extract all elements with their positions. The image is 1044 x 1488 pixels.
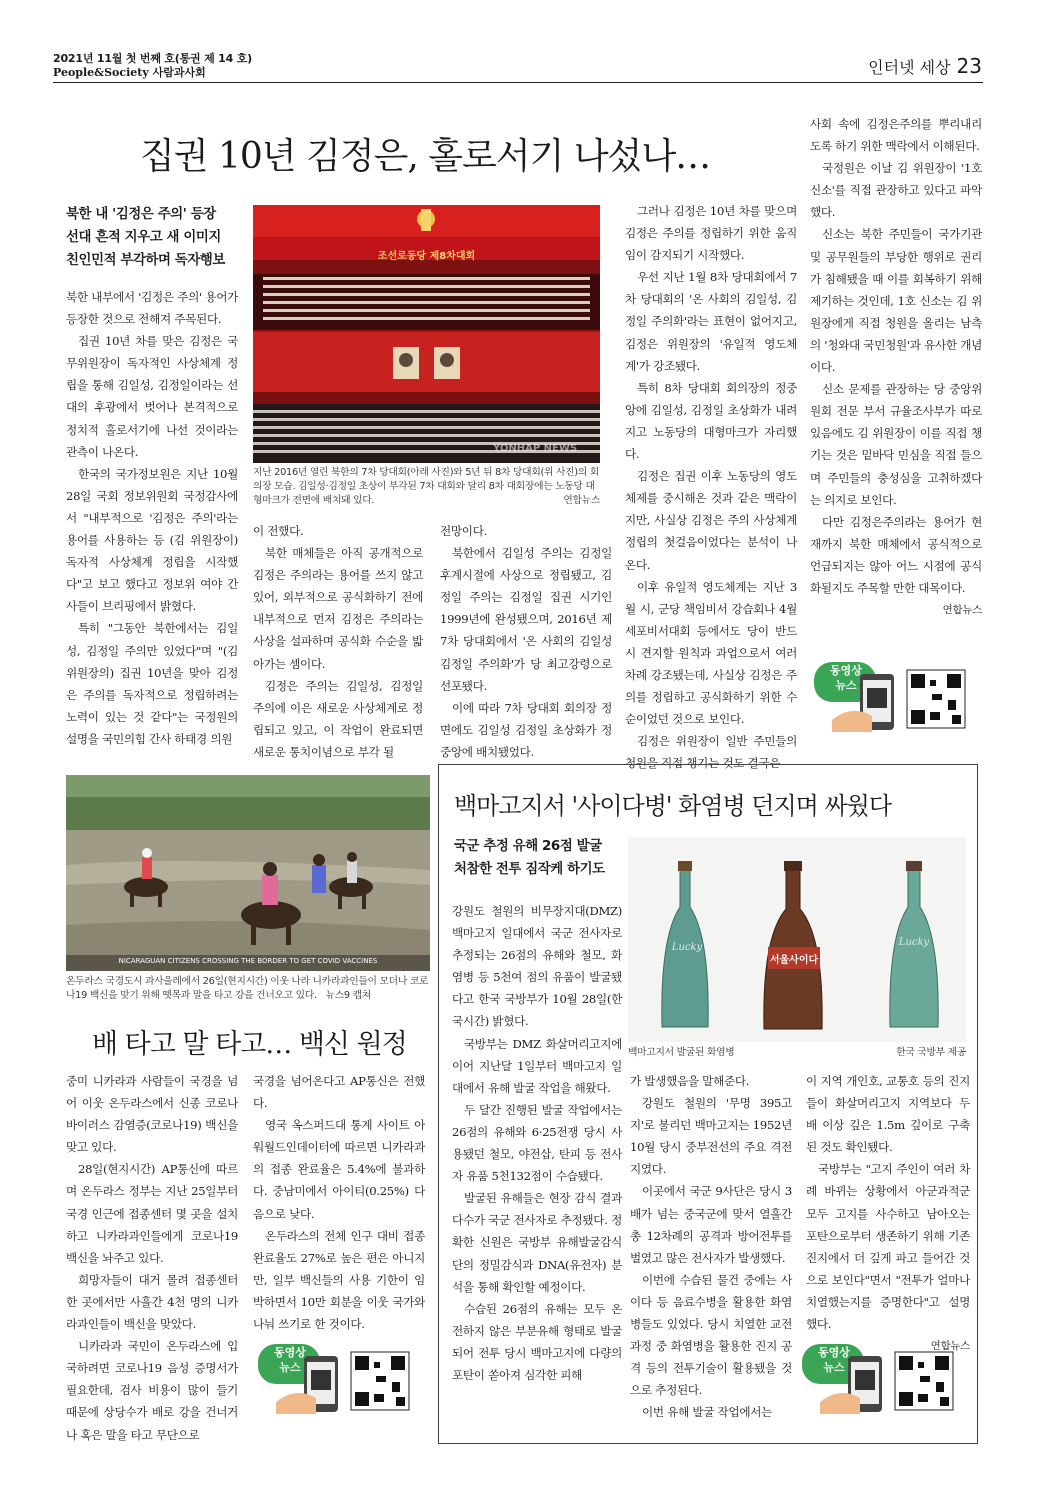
caption-text: 지난 2016년 열린 북한의 7차 당대회(아래 사진)와 5년 뒤 8차 당대회(위 사진)의 회의장 모습. 김일성·김정일 초상이 부각된 7차 대회와 달리 8차 대회장에는 노동당 대형마크가 전면에 배치돼 있다. bbox=[253, 467, 599, 506]
paragraph: 김정은 주의는 김일성, 김정일 주의에 이은 새로운 사상체계로 정립되고 있고, 이 작업이 완료되면 새로운 통치이념으로 부각 될 bbox=[253, 678, 423, 759]
photo-banner: 조선로동당 제8차대회 bbox=[377, 251, 476, 262]
paragraph: 영국 옥스퍼드대 통계 사이트 아워월드인데이터에 따르면 니카라과의 접종 완료율은 5.4%에 불과하다. 중남미에서 아이티(0.25%) 다음으로 낮다. bbox=[253, 1118, 425, 1221]
paragraph: 강원도 철원의 비무장지대(DMZ) 백마고지 일대에서 국군 전사자로 추정되는 26점의 유해와 철모, 화염병 등 5천여 점의 유품이 발굴됐다고 한국 국방부가 10월 28일(한국시간) 밝혔다. bbox=[452, 904, 622, 1029]
paragraph: 국경을 넘어온다고 AP통신은 전했다. bbox=[253, 1074, 425, 1111]
article1-column-5 bbox=[810, 113, 982, 648]
article3-subtitle-line: 처참한 전투 짐작케 하기도 bbox=[454, 862, 605, 877]
paragraph: 우선 지난 1월 8차 당대회에서 7차 당대회의 '온 사회의 김일성, 김정일 주의화'라는 표현이 없어지고, 김정은 위원장의 '유일적 영도체계'가 강조됐다. bbox=[625, 270, 797, 373]
paragraph: 북한에서 김일성 주의는 김정일 후계시절에 사상으로 정립됐고, 김정일 주의는 김정일 집권 시기인 1999년에 완성됐으며, 2016년 제7차 당대회에서 '온 사회의 김일성 김정일 주의화'가 당 최고강령으로 선포됐다. bbox=[440, 546, 612, 693]
paragraph: 발굴된 유해들은 현장 감식 결과 다수가 국군 전사자로 추정됐다. 정확한 신원은 국방부 유해발굴감식단의 정밀감식과 DNA(유전자) 분석을 통해 확인할 예정이다. bbox=[452, 1191, 622, 1294]
paragraph: 신소 문제를 관장하는 당 중앙위원회 전문 부서 규율조사부가 따로 있음에도 김 위원장이 이를 직접 챙기는 것은 밑바닥 민심을 직접 들으며 주민들의 충성심을 고취하겠다는 의지로 보인다. bbox=[810, 382, 982, 507]
photo-credit: 연합뉴스 bbox=[563, 495, 600, 506]
header-rule bbox=[53, 82, 983, 83]
article1-column-4 bbox=[625, 200, 797, 771]
paragraph: 온두라스의 전체 인구 대비 접종 완료율도 27%로 높은 편은 아니지만, 일부 백신들의 사용 기한이 임박하면서 10만 회분을 이웃 국가와 나눠 쓰기로 한 것이다. bbox=[253, 1228, 425, 1332]
section-name: 인터넷 세상 bbox=[868, 58, 951, 77]
paragraph: 중미 니카라과 사람들이 국경을 넘어 이웃 온두라스에서 신종 코로나바이러스 감염증(코로나19) 백신을 맞고 있다. bbox=[66, 1074, 238, 1155]
paragraph: 김정은 위원장이 일반 주민들의 청원을 직접 챙기는 것도 결국은 bbox=[625, 734, 797, 771]
paragraph: 두 달간 진행된 발굴 작업에서는 26점의 유해와 6·25전쟁 당시 사용됐던 철모, 야전삽, 탄피 등 전사자 유품 5천132점이 수습됐다. bbox=[452, 1102, 622, 1184]
river-crossing-illustration bbox=[66, 775, 430, 971]
molotov-bottles-photo bbox=[628, 837, 966, 1042]
paragraph: 김정은 집권 이후 노동당의 영도체제를 중시해온 것과 같은 맥락이지만, 사실상 김정은 주의 사상체계 정립의 첫걸음이었다는 분석이 나온다. bbox=[625, 469, 797, 572]
article1-subtitle-line: 북한 내 '김정은 주의' 등장 bbox=[66, 207, 216, 222]
paragraph: 국정원은 이날 김 위원장이 '1호 신소'를 직접 관장하고 있다고 파악했다. bbox=[810, 161, 982, 220]
paragraph: 이 지역 개인호, 교통호 등의 진지들이 화살머리고지 지역보다 두 배 이상 깊은 1.5m 깊이로 구축된 것도 확인됐다. bbox=[806, 1074, 970, 1155]
paragraph: 수습된 26점의 유해는 모두 온전하지 않은 부분유해 형태로 발굴되어 전투 당시 백마고지에 다량의 포탄이 쏟아져 심각한 피해 bbox=[452, 1301, 622, 1382]
paragraph: 강원도 철원의 '무명 395고지'로 불리던 백마고지는 1952년 10월 당시 중부전선의 주요 격전지였다. bbox=[630, 1096, 792, 1177]
qr-badge-line: 뉴스 bbox=[279, 1361, 301, 1374]
paragraph: 다만 김정은주의라는 용어가 현재까지 북한 매체에서 공식적으로 언급되지는 않아 어느 시점에 공식화될지도 주목할 만한 대목이다. bbox=[810, 514, 982, 595]
paragraph: 사회 속에 김정은주의를 뿌리내리도록 하기 위한 맥락에서 이해된다. bbox=[810, 117, 982, 154]
paragraph: 집권 10년 차를 맞은 김정은 국무위원장이 독자적인 사상체계 정립을 통해 김일성, 김정일이라는 선대의 후광에서 벗어나 본격적으로 정치적 홀로서기에 나선 것이라는 관측이 나온다. bbox=[66, 334, 238, 459]
qr-badge-line: 동영상 bbox=[818, 1346, 850, 1359]
issue-info: 2021년 11월 첫 번째 호(통권 제 14 호) bbox=[53, 52, 252, 65]
publication-name: People&Society 사람과사회 bbox=[53, 66, 206, 79]
paragraph: 신소는 북한 주민들이 국가기관 및 공무원들의 부당한 행위로 권리가 침해됐을 때 이를 회복하기 위해 제기하는 것인데, 1호 신소는 김 위원장에게 직접 청원을 올리는 남측의 '청와대 국민청원'과 유사한 개념이다. bbox=[810, 227, 982, 375]
qr-badge-label bbox=[806, 1345, 862, 1375]
article1-photo-caption bbox=[253, 466, 600, 508]
paragraph: 국방부는 "고지 주인이 여러 차례 바뀌는 상황에서 아군과적군 모두 고지를 사수하고 남아오는 포탄으로부터 생존하기 위해 기존 진지에서 더 깊게 파고 들어간 것으로 보인다"면서 "전투가 얼마나 치열했는지를 증명한다"고 설명했다. bbox=[806, 1162, 970, 1332]
paragraph: 이번에 수습된 물건 중에는 사이다 등 음료수병을 활용한 화염병들도 있었다. 당시 치열한 교전 과정 중 화염병을 활용한 진지 공격 등의 전투기술이 활용됐을 것으로 추정된다. bbox=[630, 1272, 792, 1398]
bottle-label: Lucky bbox=[671, 942, 703, 953]
article1-title: 집권 10년 김정은, 홀로서기 나섰나… bbox=[140, 136, 711, 177]
paragraph: 28일(현지시간) AP통신에 따르며 온두라스 정부는 지난 25일부터 국경 인근에 접종센터 몇 곳을 설치하고 니카라과인들에게 코로나19 백신을 놔주고 있다. bbox=[66, 1162, 238, 1265]
paragraph: 국방부는 DMZ 화살머리고지에 이어 지난달 1일부터 백마고지 일대에서 유해 발굴 작업을 해왔다. bbox=[452, 1036, 622, 1095]
paragraph: 북한 내부에서 '김정은 주의' 용어가 등장한 것으로 전해져 주목된다. bbox=[66, 290, 238, 327]
article2-column-1 bbox=[66, 1070, 238, 1440]
paragraph: 이번 유해 발굴 작업에서는 bbox=[642, 1405, 773, 1420]
article1-subtitle bbox=[66, 203, 246, 272]
qr-badge-label bbox=[818, 663, 874, 693]
article1-column-1 bbox=[66, 286, 238, 756]
video-news-qr-badge[interactable] bbox=[256, 1342, 431, 1417]
paragraph: 이 전했다. bbox=[253, 524, 304, 538]
paragraph: 니카라과 국민이 온두라스에 입국하려면 코로나19 음성 증명서가 필요한데, 검사 비용이 많이 들기 때문에 상당수가 배로 강을 건너거나 혹은 말을 타고 무단으로 bbox=[66, 1339, 238, 1442]
video-news-qr-badge[interactable] bbox=[800, 1342, 975, 1417]
qr-badge-line: 동영상 bbox=[274, 1346, 306, 1359]
caption-text: 온두라스 국경도시 과사울레에서 26일(현지시간) 이웃 나라 니카라과인들이 모더나 코로나19 백신을 맞기 위해 뗏목과 말을 타고 강을 건너오고 있다. bbox=[66, 976, 429, 1001]
party-congress-illustration bbox=[253, 205, 600, 463]
source-credit: 연합뉴스 bbox=[930, 1340, 970, 1353]
bottle-label: Lucky bbox=[898, 937, 930, 948]
article3-column-2 bbox=[630, 1070, 792, 1435]
river-crossing-photo bbox=[66, 775, 430, 971]
party-congress-photo bbox=[253, 205, 600, 463]
paragraph: 이후 유일적 영도체계는 지난 3월 시, 군당 책임비서 강습회나 4월 세포비서대회 등에서도 당이 반드시 견지할 원칙과 과업으로서 여러 차례 강조됐는데, 사실상 김정은 주의를 정립하고 공식화하기 위한 수순이었던 것으로 보인다. bbox=[625, 579, 797, 727]
photo-watermark: YONHAP NEWS bbox=[493, 443, 578, 454]
paragraph: 희망자들이 대거 몰려 접종센터 한 곳에서만 사흘간 4천 명의 니카라과인들이 백신을 맞았다. bbox=[66, 1272, 238, 1332]
article3-photo-caption bbox=[628, 1046, 966, 1060]
paragraph: 이곳에서 국군 9사단은 당시 3배가 넘는 중국군에 맞서 열흘간 총 12차례의 공격과 방어전투를 벌였고 많은 전사자가 발생했다. bbox=[630, 1184, 792, 1265]
photo-credit: 뉴스9 캡쳐 bbox=[325, 990, 372, 1001]
article2-title: 배 타고 말 타고… 백신 원정 bbox=[92, 1029, 407, 1060]
qr-badge-line: 뉴스 bbox=[823, 1361, 845, 1374]
video-news-qr-badge[interactable] bbox=[812, 660, 987, 735]
section-header bbox=[868, 54, 982, 78]
paragraph: 그러나 김정은 10년 차를 맞으며 김정은 주의를 정립하기 위한 움직임이 감지되기 시작했다. bbox=[625, 204, 797, 263]
article1-subtitle-line: 선대 흔적 지우고 새 이미지 bbox=[66, 230, 221, 245]
paragraph: 북한 매체들은 아직 공개적으로 김정은 주의라는 용어를 쓰지 않고 있어, 외부적으로 공식화하기 전에 내부적으로 먼저 김정은 주의라는 사상을 설파하며 공식화 수순을 밟아가는 셈이다. bbox=[253, 546, 423, 671]
qr-badge-line: 뉴스 bbox=[835, 679, 857, 692]
article3-subtitle bbox=[454, 835, 624, 881]
article2-photo-caption bbox=[66, 975, 430, 1003]
article1-column-3 bbox=[440, 520, 612, 759]
paragraph: 가 발생했음을 말해준다. bbox=[630, 1074, 750, 1088]
photo-overlay-text: NICARAGUAN CITIZENS CROSSING THE BORDER TO GET COVID VACCINES bbox=[118, 957, 378, 965]
paragraph: 특히 "그동안 북한에서는 김일성, 김정일 주의만 있었다"며 "(김위원장의) 집권 10년을 맞아 김정은 주의를 독자적으로 정립하려는 노력이 있는 것 같다"는 국정원의 설명을 국민의힘 간사 하태경 의원 bbox=[66, 621, 238, 746]
article1-subtitle-line: 친인민적 부각하며 독자행보 bbox=[66, 253, 225, 268]
qr-badge-label bbox=[262, 1345, 318, 1375]
article3-title: 백마고지서 '사이다병' 화염병 던지며 싸웠다 bbox=[454, 792, 892, 820]
bottle-label: 서울사이다 bbox=[769, 955, 819, 966]
source-credit: 연합뉴스 bbox=[942, 604, 982, 617]
article2-column-2 bbox=[253, 1070, 425, 1332]
caption-text: 백마고지서 발굴된 화염병 bbox=[628, 1047, 735, 1058]
page-number: 23 bbox=[956, 54, 982, 78]
article3-column-1 bbox=[452, 900, 622, 1435]
paragraph: 전망이다. bbox=[440, 524, 487, 538]
article1-column-2 bbox=[253, 520, 423, 759]
photo-credit: 한국 국방부 제공 bbox=[896, 1047, 966, 1058]
paragraph: 이에 따라 7차 당대회 회의장 정면에도 김일성 김정일 초상화가 정중앙에 배치됐었다. bbox=[440, 700, 612, 759]
article3-subtitle-line: 국군 추정 유해 26점 발굴 bbox=[454, 839, 602, 854]
qr-badge-line: 동영상 bbox=[830, 664, 862, 677]
paragraph: 특히 8차 당대회 회의장의 정중앙에 김일성, 김정일 초상화가 내려지고 노동당의 대형마크가 자리했다. bbox=[625, 380, 797, 462]
paragraph: 한국의 국가정보원은 지난 10월 28일 국회 정보위원회 국정감사에서 "내부적으로 '김정은 주의'라는 용어를 사용하는 등 (김 위원장이) 독자적 사상체계 정립을 시작했다"고 보고 했다고 정보위 여야 간사들이 브리핑에서 밝혔다. bbox=[66, 466, 238, 614]
